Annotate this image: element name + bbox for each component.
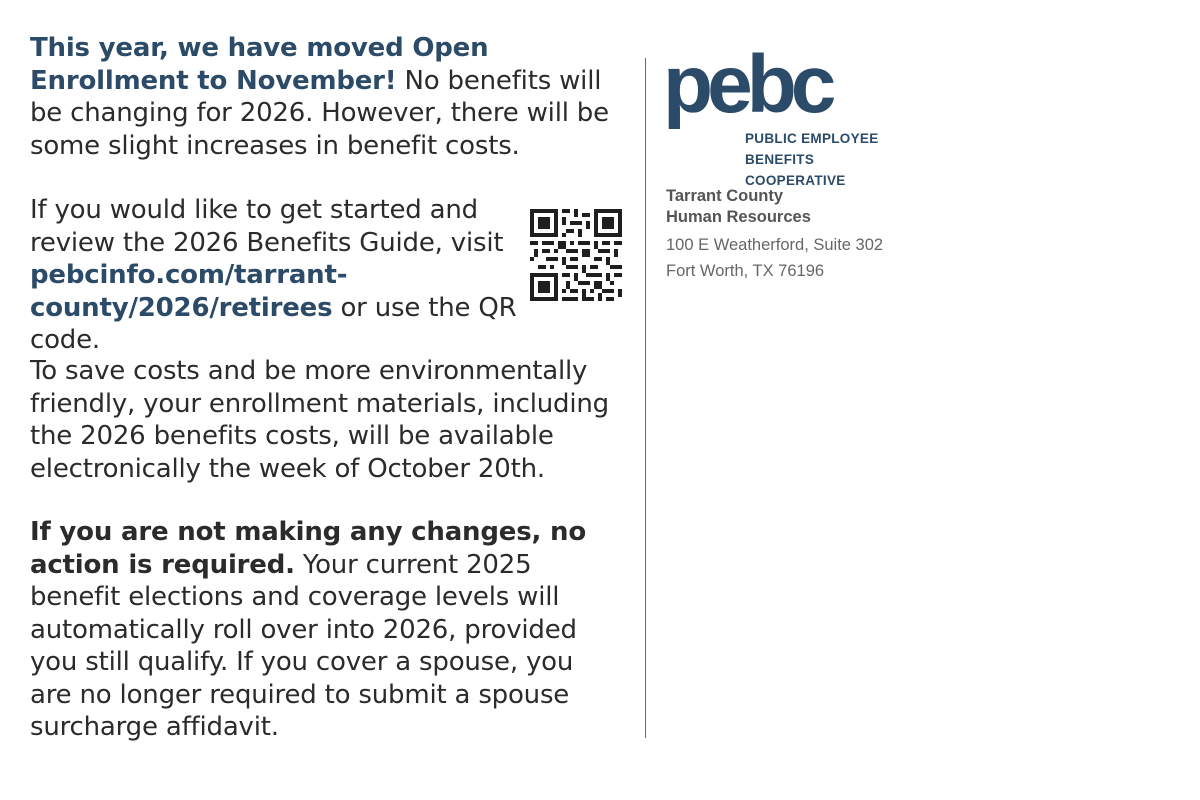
no-action-headline: If you are not making any changes, no action is required. bbox=[30, 517, 586, 580]
qr-code-icon[interactable] bbox=[530, 209, 622, 301]
benefits-guide-link[interactable]: pebcinfo.com/tarrant-county/2026/retirees bbox=[30, 260, 348, 323]
address-org-line1: Tarrant County bbox=[666, 187, 784, 205]
guide-outro: or use the QR code. bbox=[30, 292, 517, 355]
logo-subtitle bbox=[745, 129, 903, 192]
logo-wordmark: pebc bbox=[663, 39, 831, 130]
address-city: Fort Worth, TX 76196 bbox=[666, 262, 825, 280]
benefits-guide-paragraph bbox=[30, 194, 520, 357]
electronic-materials-paragraph: To save costs and be more environmentally friendly, your enrollment materials, including the 2026 benefits costs, will be available electronically the week of October 20th. bbox=[30, 356, 609, 484]
address-org-line2: Human Resources bbox=[666, 208, 811, 226]
enrollment-headline: This year, we have moved Open Enrollment to November! bbox=[30, 33, 489, 96]
enrollment-details: No benefits will be changing for 2026. However, there will be some slight increases in benefit costs. bbox=[30, 65, 609, 161]
logo-subtitle-line1: PUBLIC EMPLOYEE bbox=[745, 130, 879, 147]
return-address bbox=[666, 186, 883, 284]
open-enrollment-paragraph bbox=[30, 32, 620, 162]
no-action-paragraph bbox=[30, 516, 620, 744]
vertical-divider bbox=[645, 58, 646, 738]
no-action-details: Your current 2025 benefit elections and coverage levels will automatically roll over into 2026, provided you still qualify. If you cover a spouse, you are no longer required to submit a spouse surcharge affidavit. bbox=[30, 549, 577, 742]
address-street: 100 E Weatherford, Suite 302 bbox=[666, 236, 884, 254]
guide-intro: If you would like to get started and review the 2026 Benefits Guide, visit bbox=[30, 195, 504, 258]
pebc-logo bbox=[663, 39, 903, 189]
logo-subtitle-line2: BENEFITS COOPERATIVE bbox=[745, 151, 846, 189]
